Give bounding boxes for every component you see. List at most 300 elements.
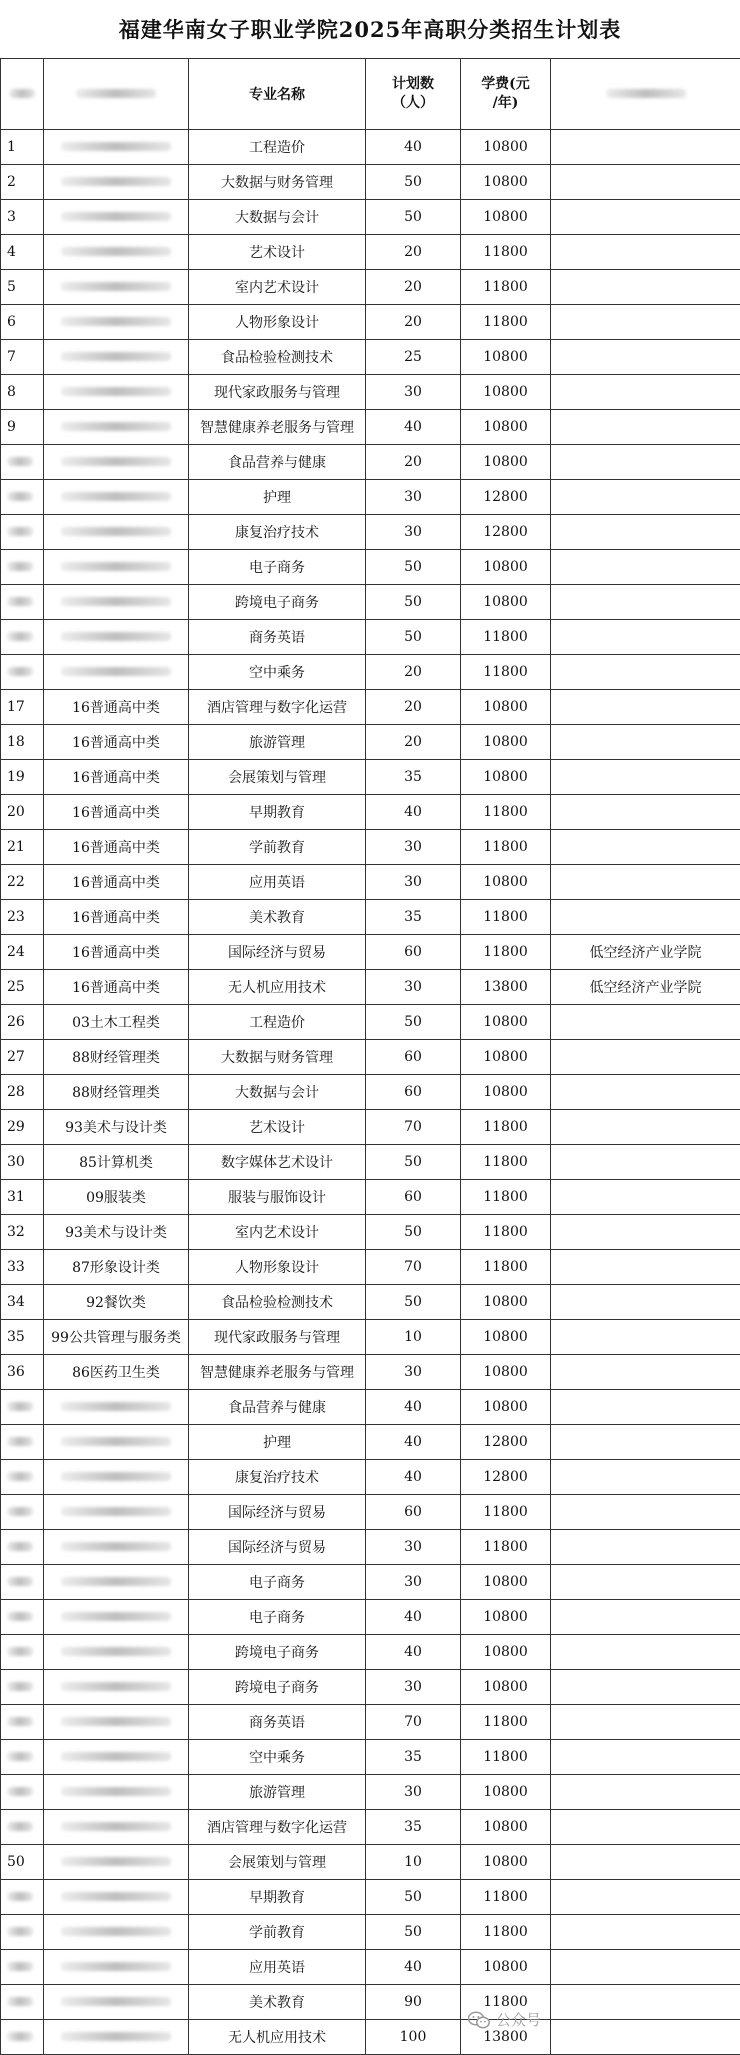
- row-fee: 11800: [461, 1495, 551, 1530]
- row-fee: 13800: [461, 2020, 551, 2055]
- row-number: [1, 445, 44, 480]
- row-note: [551, 130, 740, 165]
- row-plan: 40: [366, 130, 461, 165]
- row-number: 2: [1, 165, 44, 200]
- row-note: [551, 410, 740, 445]
- row-category: [44, 1530, 189, 1565]
- row-plan: 50: [366, 1145, 461, 1180]
- table-row: [1, 1880, 740, 1915]
- table-row: [1, 1425, 740, 1460]
- header-blurred-cell: [1, 59, 44, 130]
- row-category: [44, 1460, 189, 1495]
- row-note: [551, 1040, 740, 1075]
- table-row: [1, 515, 740, 550]
- row-note: [551, 1950, 740, 1985]
- row-category: [44, 2020, 189, 2055]
- redacted-blur: [61, 1612, 171, 1621]
- row-fee: 11800: [461, 1915, 551, 1950]
- redacted-blur: [7, 1682, 33, 1691]
- table-row: [1, 1320, 740, 1355]
- row-category: [44, 1565, 189, 1600]
- row-major: 室内艺术设计: [189, 1215, 366, 1250]
- row-plan: 30: [366, 1355, 461, 1390]
- redacted-blur: [7, 562, 33, 571]
- row-number: [1, 620, 44, 655]
- row-category: [44, 165, 189, 200]
- row-category: [44, 270, 189, 305]
- row-major: 空中乘务: [189, 655, 366, 690]
- row-note: [551, 1075, 740, 1110]
- redacted-blur: [61, 1822, 171, 1831]
- table-row: [1, 305, 740, 340]
- row-category: 16普通高中类: [44, 690, 189, 725]
- table-row: [1, 1075, 740, 1110]
- row-fee: 12800: [461, 1460, 551, 1495]
- row-category: [44, 305, 189, 340]
- row-plan: 25: [366, 340, 461, 375]
- row-category: [44, 1600, 189, 1635]
- redacted-blur: [61, 1402, 171, 1411]
- row-number: 30: [1, 1145, 44, 1180]
- row-plan: 50: [366, 1005, 461, 1040]
- row-fee: 11800: [461, 795, 551, 830]
- row-major: 食品营养与健康: [189, 445, 366, 480]
- header-plan-line1: 计划数: [392, 76, 434, 92]
- row-category: 03土木工程类: [44, 1005, 189, 1040]
- row-major: 大数据与财务管理: [189, 1040, 366, 1075]
- row-number: 20: [1, 795, 44, 830]
- row-plan: 70: [366, 1110, 461, 1145]
- row-note: [551, 1285, 740, 1320]
- row-category: [44, 340, 189, 375]
- row-number: 26: [1, 1005, 44, 1040]
- row-major: 工程造价: [189, 130, 366, 165]
- row-major: 大数据与会计: [189, 200, 366, 235]
- table-row: [1, 550, 740, 585]
- row-fee: 11800: [461, 1215, 551, 1250]
- row-fee: 11800: [461, 1110, 551, 1145]
- row-note: [551, 1670, 740, 1705]
- table-row: [1, 410, 740, 445]
- table-row: [1, 690, 740, 725]
- row-note: [551, 200, 740, 235]
- row-plan: 60: [366, 1495, 461, 1530]
- redacted-blur: [61, 1962, 171, 1971]
- row-category: [44, 375, 189, 410]
- row-number: 8: [1, 375, 44, 410]
- row-category: 16普通高中类: [44, 725, 189, 760]
- row-fee: 10800: [461, 1810, 551, 1845]
- row-note: [551, 1390, 740, 1425]
- row-note: 低空经济产业学院: [551, 935, 740, 970]
- redacted-blur: [61, 1892, 171, 1901]
- table-row: [1, 1005, 740, 1040]
- row-category: [44, 1425, 189, 1460]
- row-category: 16普通高中类: [44, 865, 189, 900]
- row-number: 27: [1, 1040, 44, 1075]
- row-number: 36: [1, 1355, 44, 1390]
- row-major: 大数据与财务管理: [189, 165, 366, 200]
- row-plan: 30: [366, 480, 461, 515]
- redacted-blur: [7, 1752, 33, 1761]
- row-plan: 50: [366, 1915, 461, 1950]
- row-number: 7: [1, 340, 44, 375]
- redacted-blur: [61, 282, 171, 291]
- redacted-blur: [61, 457, 171, 466]
- row-category: [44, 585, 189, 620]
- row-note: [551, 1180, 740, 1215]
- table-row: [1, 130, 740, 165]
- row-fee: 10800: [461, 445, 551, 480]
- row-major: 康复治疗技术: [189, 1460, 366, 1495]
- row-category: [44, 655, 189, 690]
- row-fee: 11800: [461, 305, 551, 340]
- redacted-blur: [61, 1997, 171, 2006]
- row-note: [551, 1775, 740, 1810]
- row-category: [44, 1390, 189, 1425]
- header-major: 专业名称: [189, 59, 366, 130]
- redacted-blur: [61, 492, 171, 501]
- row-category: [44, 1810, 189, 1845]
- row-category: [44, 410, 189, 445]
- row-plan: 40: [366, 410, 461, 445]
- row-number: 19: [1, 760, 44, 795]
- table-row: [1, 725, 740, 760]
- row-category: 16普通高中类: [44, 760, 189, 795]
- row-category: [44, 515, 189, 550]
- row-note: [551, 830, 740, 865]
- row-major: 美术教育: [189, 1985, 366, 2020]
- row-number: [1, 480, 44, 515]
- row-fee: 10800: [461, 1600, 551, 1635]
- row-note: [551, 1705, 740, 1740]
- row-fee: 11800: [461, 235, 551, 270]
- row-plan: 20: [366, 655, 461, 690]
- row-note: [551, 725, 740, 760]
- row-major: 数字媒体艺术设计: [189, 1145, 366, 1180]
- row-number: 6: [1, 305, 44, 340]
- redacted-blur: [61, 1682, 171, 1691]
- redacted-blur: [61, 597, 171, 606]
- row-plan: 60: [366, 1180, 461, 1215]
- row-note: [551, 865, 740, 900]
- table-row: [1, 655, 740, 690]
- table-row: [1, 1985, 740, 2020]
- table-row: [1, 200, 740, 235]
- row-number: 9: [1, 410, 44, 445]
- table-row: [1, 1845, 740, 1880]
- row-fee: 11800: [461, 1880, 551, 1915]
- table-row: [1, 235, 740, 270]
- row-plan: 20: [366, 270, 461, 305]
- table-row: [1, 1110, 740, 1145]
- table-row: [1, 1355, 740, 1390]
- row-major: 会展策划与管理: [189, 1845, 366, 1880]
- row-number: 50: [1, 1845, 44, 1880]
- wechat-icon: [468, 2011, 490, 2029]
- table-row: [1, 2020, 740, 2055]
- row-number: [1, 550, 44, 585]
- redacted-blur: [7, 2032, 33, 2041]
- table-row: [1, 1600, 740, 1635]
- row-category: 09服装类: [44, 1180, 189, 1215]
- row-plan: 35: [366, 1810, 461, 1845]
- row-note: [551, 515, 740, 550]
- row-note: [551, 235, 740, 270]
- row-category: 16普通高中类: [44, 900, 189, 935]
- redacted-blur: [61, 387, 171, 396]
- row-plan: 30: [366, 1775, 461, 1810]
- row-plan: 30: [366, 1530, 461, 1565]
- row-major: 艺术设计: [189, 235, 366, 270]
- row-note: [551, 1915, 740, 1950]
- table-row: [1, 1635, 740, 1670]
- redacted-blur: [61, 1857, 171, 1866]
- row-plan: 30: [366, 970, 461, 1005]
- row-number: 34: [1, 1285, 44, 1320]
- row-major: 护理: [189, 480, 366, 515]
- redacted-blur: [61, 1577, 171, 1586]
- row-number: [1, 1565, 44, 1600]
- row-number: [1, 1670, 44, 1705]
- table-row: [1, 1040, 740, 1075]
- row-fee: 11800: [461, 1250, 551, 1285]
- redacted-blur: [61, 352, 171, 361]
- row-category: 88财经管理类: [44, 1075, 189, 1110]
- row-number: [1, 1985, 44, 2020]
- row-major: 工程造价: [189, 1005, 366, 1040]
- row-plan: 10: [366, 1845, 461, 1880]
- row-category: 93美术与设计类: [44, 1215, 189, 1250]
- redacted-blur: [61, 562, 171, 571]
- row-category: 92餐饮类: [44, 1285, 189, 1320]
- row-number: 1: [1, 130, 44, 165]
- redacted-blur: [7, 1997, 33, 2006]
- table-row: [1, 795, 740, 830]
- redacted-blur: [61, 212, 171, 221]
- redacted-blur: [61, 1927, 171, 1936]
- table-row: [1, 445, 740, 480]
- row-note: [551, 760, 740, 795]
- row-number: [1, 1495, 44, 1530]
- redacted-blur: [7, 1472, 33, 1481]
- page-title: 福建华南女子职业学院2025年高职分类招生计划表: [0, 0, 740, 58]
- row-number: 3: [1, 200, 44, 235]
- row-plan: 90: [366, 1985, 461, 2020]
- row-major: 空中乘务: [189, 1740, 366, 1775]
- row-note: [551, 795, 740, 830]
- row-fee: 10800: [461, 760, 551, 795]
- row-plan: 50: [366, 620, 461, 655]
- row-plan: 20: [366, 305, 461, 340]
- table-row: [1, 340, 740, 375]
- row-major: 酒店管理与数字化运营: [189, 690, 366, 725]
- row-fee: 11800: [461, 1530, 551, 1565]
- row-major: 早期教育: [189, 1880, 366, 1915]
- row-major: 应用英语: [189, 865, 366, 900]
- row-category: [44, 620, 189, 655]
- row-plan: 50: [366, 1880, 461, 1915]
- row-category: [44, 130, 189, 165]
- row-plan: 35: [366, 1740, 461, 1775]
- row-number: 31: [1, 1180, 44, 1215]
- row-plan: 100: [366, 2020, 461, 2055]
- row-major: 旅游管理: [189, 725, 366, 760]
- row-category: 16普通高中类: [44, 970, 189, 1005]
- row-note: [551, 480, 740, 515]
- table-row: [1, 1460, 740, 1495]
- row-plan: 50: [366, 200, 461, 235]
- redacted-blur: [7, 527, 33, 536]
- row-number: [1, 1635, 44, 1670]
- row-fee: 10800: [461, 550, 551, 585]
- row-major: 酒店管理与数字化运营: [189, 1810, 366, 1845]
- row-major: 食品检验检测技术: [189, 1285, 366, 1320]
- row-plan: 20: [366, 445, 461, 480]
- row-note: [551, 1425, 740, 1460]
- row-plan: 20: [366, 235, 461, 270]
- row-plan: 30: [366, 515, 461, 550]
- redacted-blur: [7, 1542, 33, 1551]
- row-number: 25: [1, 970, 44, 1005]
- row-fee: 11800: [461, 900, 551, 935]
- redacted-blur: [61, 317, 171, 326]
- table-row: [1, 1390, 740, 1425]
- redacted-blur: [7, 597, 33, 606]
- row-number: 18: [1, 725, 44, 760]
- row-fee: 10800: [461, 1950, 551, 1985]
- row-fee: 12800: [461, 515, 551, 550]
- row-number: 24: [1, 935, 44, 970]
- table-row: [1, 1565, 740, 1600]
- row-fee: 12800: [461, 1425, 551, 1460]
- row-major: 服装与服饰设计: [189, 1180, 366, 1215]
- row-fee: 11800: [461, 935, 551, 970]
- row-major: 美术教育: [189, 900, 366, 935]
- row-major: 商务英语: [189, 1705, 366, 1740]
- row-note: [551, 270, 740, 305]
- redacted-blur: [61, 1787, 171, 1796]
- row-plan: 40: [366, 1635, 461, 1670]
- row-number: [1, 655, 44, 690]
- row-fee: 10800: [461, 1005, 551, 1040]
- row-note: [551, 1845, 740, 1880]
- row-category: 85计算机类: [44, 1145, 189, 1180]
- row-fee: 10800: [461, 1565, 551, 1600]
- row-number: 17: [1, 690, 44, 725]
- enrollment-plan-table: [0, 58, 740, 2055]
- row-category: [44, 1705, 189, 1740]
- row-note: [551, 2020, 740, 2055]
- table-row: [1, 900, 740, 935]
- header-plan: [366, 59, 461, 130]
- row-fee: 10800: [461, 1285, 551, 1320]
- row-major: 商务英语: [189, 620, 366, 655]
- row-fee: 10800: [461, 130, 551, 165]
- row-number: [1, 1390, 44, 1425]
- table-row: [1, 830, 740, 865]
- row-number: [1, 1600, 44, 1635]
- row-major: 跨境电子商务: [189, 585, 366, 620]
- redacted-blur: [61, 1472, 171, 1481]
- table-row: [1, 1285, 740, 1320]
- row-number: 23: [1, 900, 44, 935]
- row-major: 旅游管理: [189, 1775, 366, 1810]
- row-major: 国际经济与贸易: [189, 1530, 366, 1565]
- row-plan: 20: [366, 725, 461, 760]
- table-row: [1, 1810, 740, 1845]
- row-plan: 30: [366, 1565, 461, 1600]
- redacted-blur: [7, 1437, 33, 1446]
- row-number: 29: [1, 1110, 44, 1145]
- row-note: [551, 690, 740, 725]
- table-row: [1, 585, 740, 620]
- row-note: [551, 445, 740, 480]
- row-plan: 60: [366, 935, 461, 970]
- row-note: [551, 655, 740, 690]
- row-category: [44, 1915, 189, 1950]
- redacted-blur: [7, 1577, 33, 1586]
- row-plan: 40: [366, 1425, 461, 1460]
- row-major: 学前教育: [189, 830, 366, 865]
- row-note: [551, 1495, 740, 1530]
- row-fee: 10800: [461, 340, 551, 375]
- row-category: [44, 445, 189, 480]
- row-fee: 11800: [461, 270, 551, 305]
- row-number: [1, 1460, 44, 1495]
- row-plan: 50: [366, 165, 461, 200]
- row-number: 28: [1, 1075, 44, 1110]
- row-number: 21: [1, 830, 44, 865]
- row-major: 现代家政服务与管理: [189, 1320, 366, 1355]
- row-fee: 10800: [461, 1670, 551, 1705]
- row-category: [44, 1495, 189, 1530]
- row-fee: 10800: [461, 165, 551, 200]
- table-row: [1, 1180, 740, 1215]
- redacted-blur: [61, 142, 171, 151]
- row-fee: 11800: [461, 1985, 551, 2020]
- row-number: [1, 2020, 44, 2055]
- row-plan: 70: [366, 1250, 461, 1285]
- row-category: [44, 1775, 189, 1810]
- row-plan: 40: [366, 1390, 461, 1425]
- row-number: [1, 1530, 44, 1565]
- row-fee: 11800: [461, 655, 551, 690]
- row-category: 16普通高中类: [44, 935, 189, 970]
- row-note: [551, 1320, 740, 1355]
- row-category: [44, 480, 189, 515]
- row-category: [44, 1740, 189, 1775]
- row-number: [1, 1740, 44, 1775]
- row-note: [551, 305, 740, 340]
- header-blurred-cell: [44, 59, 189, 130]
- header-plan-line2: （人）: [392, 95, 434, 111]
- row-major: 人物形象设计: [189, 305, 366, 340]
- row-number: [1, 1915, 44, 1950]
- row-number: 22: [1, 865, 44, 900]
- row-number: 35: [1, 1320, 44, 1355]
- row-note: [551, 1005, 740, 1040]
- redacted-blur: [7, 1647, 33, 1656]
- row-fee: 11800: [461, 1180, 551, 1215]
- table-row: [1, 480, 740, 515]
- redacted-blur: [61, 667, 171, 676]
- row-plan: 40: [366, 1950, 461, 1985]
- row-fee: 10800: [461, 1075, 551, 1110]
- row-category: [44, 1845, 189, 1880]
- row-number: [1, 1775, 44, 1810]
- row-plan: 20: [366, 690, 461, 725]
